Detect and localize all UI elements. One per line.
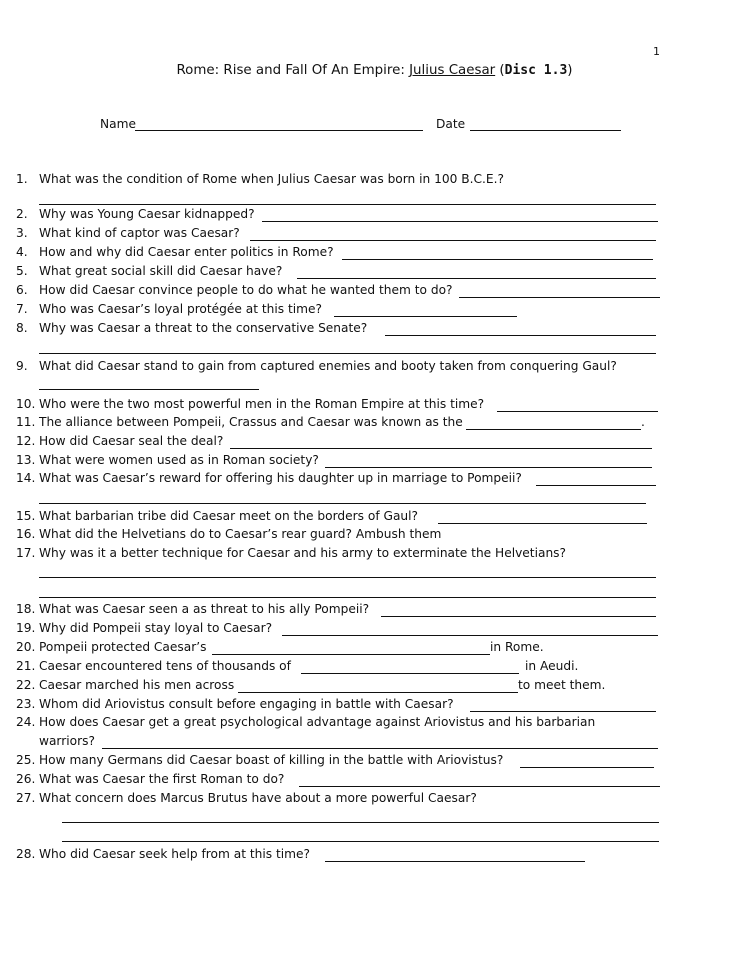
answer-line-14a[interactable]: [536, 485, 656, 486]
question-13: 13. What were women used as in Roman society?: [16, 453, 319, 467]
answer-line-4[interactable]: [342, 259, 653, 260]
question-15: 15. What barbarian tribe did Caesar meet on the borders of Gaul?: [16, 509, 418, 523]
question-16: 16. What did the Helvetians do to Caesar’s rear guard? Ambush them: [16, 527, 442, 541]
title-subject: Julius Caesar: [409, 63, 496, 78]
answer-line-25[interactable]: [520, 767, 654, 768]
question-5: 5. What great social skill did Caesar have?: [16, 264, 283, 278]
answer-line-26[interactable]: [299, 786, 660, 787]
question-14: 14. What was Caesar’s reward for offering his daughter up in marriage to Pompeii?: [16, 471, 522, 485]
answer-line-8b[interactable]: [39, 353, 656, 354]
question-20: 20. Pompeii protected Caesar’s in Rome.: [16, 640, 544, 654]
answer-line-21[interactable]: [301, 673, 519, 674]
question-9: 9. What did Caesar stand to gain from captured enemies and booty taken from conquering Gaul?: [16, 359, 617, 373]
question-1: 1. What was the condition of Rome when Julius Caesar was born in 100 B.C.E.?: [16, 172, 504, 186]
question-21: 21. Caesar encountered tens of thousands of in Aeudi.: [16, 659, 579, 673]
question-12: 12. How did Caesar seal the deal?: [16, 434, 224, 448]
question-3: 3. What kind of captor was Caesar?: [16, 226, 240, 240]
question-17: 17. Why was it a better technique for Caesar and his army to exterminate the Helvetians?: [16, 546, 566, 560]
question-27: 27. What concern does Marcus Brutus have about a more powerful Caesar?: [16, 791, 477, 805]
answer-line-1[interactable]: [39, 204, 656, 205]
question-19: 19. Why did Pompeii stay loyal to Caesar?: [16, 621, 273, 635]
answer-line-19[interactable]: [282, 635, 658, 636]
answer-line-3[interactable]: [250, 240, 656, 241]
answer-line-27b[interactable]: [62, 841, 659, 842]
answer-line-24[interactable]: [102, 748, 658, 749]
answer-line-9[interactable]: [39, 389, 259, 390]
question-25: 25. How many Germans did Caesar boast of killing in the battle with Ariovistus?: [16, 753, 504, 767]
question-24: 24. How does Caesar get a great psychological advantage against Ariovistus and his barbarian: [16, 715, 596, 729]
answer-line-15[interactable]: [438, 523, 647, 524]
question-18: 18. What was Caesar seen a as threat to his ally Pompeii?: [16, 602, 370, 616]
answer-line-22[interactable]: [238, 692, 518, 693]
answer-line-13[interactable]: [325, 467, 652, 468]
question-22: 22. Caesar marched his men across to meet them.: [16, 678, 606, 692]
answer-line-12[interactable]: [230, 448, 652, 449]
question-6: 6. How did Caesar convince people to do what he wanted them to do?: [16, 283, 453, 297]
question-24-continued: warriors?: [39, 734, 95, 748]
answer-line-11[interactable]: [466, 429, 641, 430]
page-number: 1: [653, 45, 660, 58]
question-10: 10. Who were the two most powerful men in the Roman Empire at this time?: [16, 397, 485, 411]
answer-line-20[interactable]: [212, 654, 490, 655]
answer-line-17b[interactable]: [39, 597, 656, 598]
question-23: 23. Whom did Ariovistus consult before engaging in battle with Caesar?: [16, 697, 454, 711]
question-8: 8. Why was Caesar a threat to the conservative Senate?: [16, 321, 368, 335]
answer-line-2[interactable]: [262, 221, 658, 222]
page-title: Rome: Rise and Fall Of An Empire: Julius Caesar (Disc 1.3): [176, 63, 573, 78]
question-7: 7. Who was Caesar’s loyal protégée at this time?: [16, 302, 323, 316]
answer-line-23[interactable]: [470, 711, 656, 712]
date-field[interactable]: [470, 130, 621, 131]
title-disc: Disc 1.3: [504, 63, 568, 78]
date-label: Date: [436, 117, 466, 131]
answer-line-28[interactable]: [325, 861, 585, 862]
answer-line-7[interactable]: [334, 316, 517, 317]
answer-line-10[interactable]: [497, 411, 658, 412]
answer-line-8a[interactable]: [385, 335, 656, 336]
answer-line-6[interactable]: [459, 297, 660, 298]
question-4: 4. How and why did Caesar enter politics in Rome?: [16, 245, 334, 259]
name-label: Name: [100, 117, 136, 131]
question-28: 28. Who did Caesar seek help from at this time?: [16, 847, 310, 861]
answer-line-18[interactable]: [381, 616, 656, 617]
name-field[interactable]: [135, 130, 423, 131]
question-11: 11. The alliance between Pompeii, Crassus and Caesar was known as the .: [16, 415, 645, 429]
question-26: 26. What was Caesar the first Roman to do?: [16, 772, 285, 786]
answer-line-17a[interactable]: [39, 577, 656, 578]
title-prefix: Rome: Rise and Fall Of An Empire:: [176, 63, 410, 78]
answer-line-5[interactable]: [297, 278, 656, 279]
question-2: 2. Why was Young Caesar kidnapped?: [16, 207, 255, 221]
answer-line-27a[interactable]: [62, 822, 659, 823]
answer-line-14b[interactable]: [39, 503, 646, 504]
